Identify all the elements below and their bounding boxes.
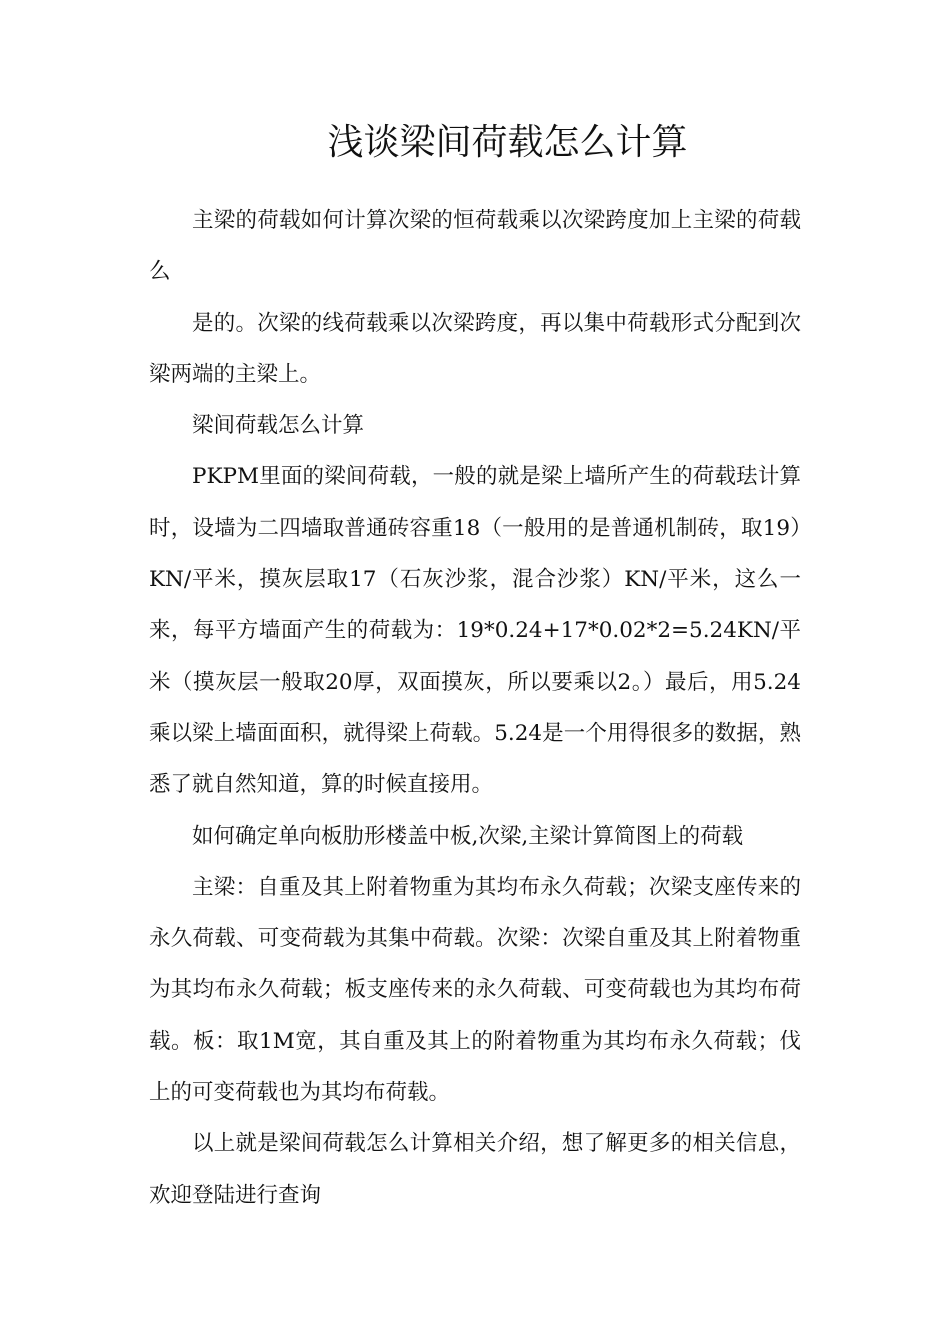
document-body [149, 195, 801, 1221]
paragraph-6: 主梁：自重及其上附着物重为其均布永久荷载；次梁支座传来的永久荷载、可变荷载为其集中荷载。次梁：次梁自重及其上附着物重为其均布永久荷载；板支座传来的永久荷载、可变荷载也为其均布荷载。板：取1M宽，其自重及其上的附着物重为其均布永久荷载；伐上的可变荷载也为其均布荷载。 [149, 874, 801, 1106]
paragraph-7: 以上就是梁间荷载怎么计算相关介绍，想了解更多的相关信息，欢迎登陆进行查询 [149, 1131, 801, 1208]
paragraph-5: 如何确定单向板肋形楼盖中板,次梁,主梁计算简图上的荷载 [192, 823, 744, 849]
paragraph-4: PKPM里面的梁间荷载，一般的就是梁上墙所产生的荷载珐计算时，设墙为二四墙取普通砖容重18（一般用的是普通机制砖，取19）KN/平米，摸灰层取17（石灰沙浆，混合沙浆）KN/平米，这么一来，每平方墙面产生的荷载为：19*0.24+17*0.02*2=5.24KN/平米（摸灰层一般取20厚，双面摸灰，所以要乘以2。）最后，用5.24乘以梁上墙面面积，就得梁上荷载。5.24是一个用得很多的数据，熟悉了就自然知道，算的时候直接用。 [149, 464, 801, 798]
paragraph-2: 是的。次梁的线荷载乘以次梁跨度，再以集中荷载形式分配到次梁两端的主梁上。 [149, 310, 801, 387]
paragraph-3: 梁间荷载怎么计算 [192, 413, 365, 439]
document-title: 浅谈梁间荷载怎么计算 [327, 122, 688, 163]
paragraph-1: 主梁的荷载如何计算次梁的恒荷载乘以次梁跨度加上主梁的荷载么 [149, 208, 801, 285]
